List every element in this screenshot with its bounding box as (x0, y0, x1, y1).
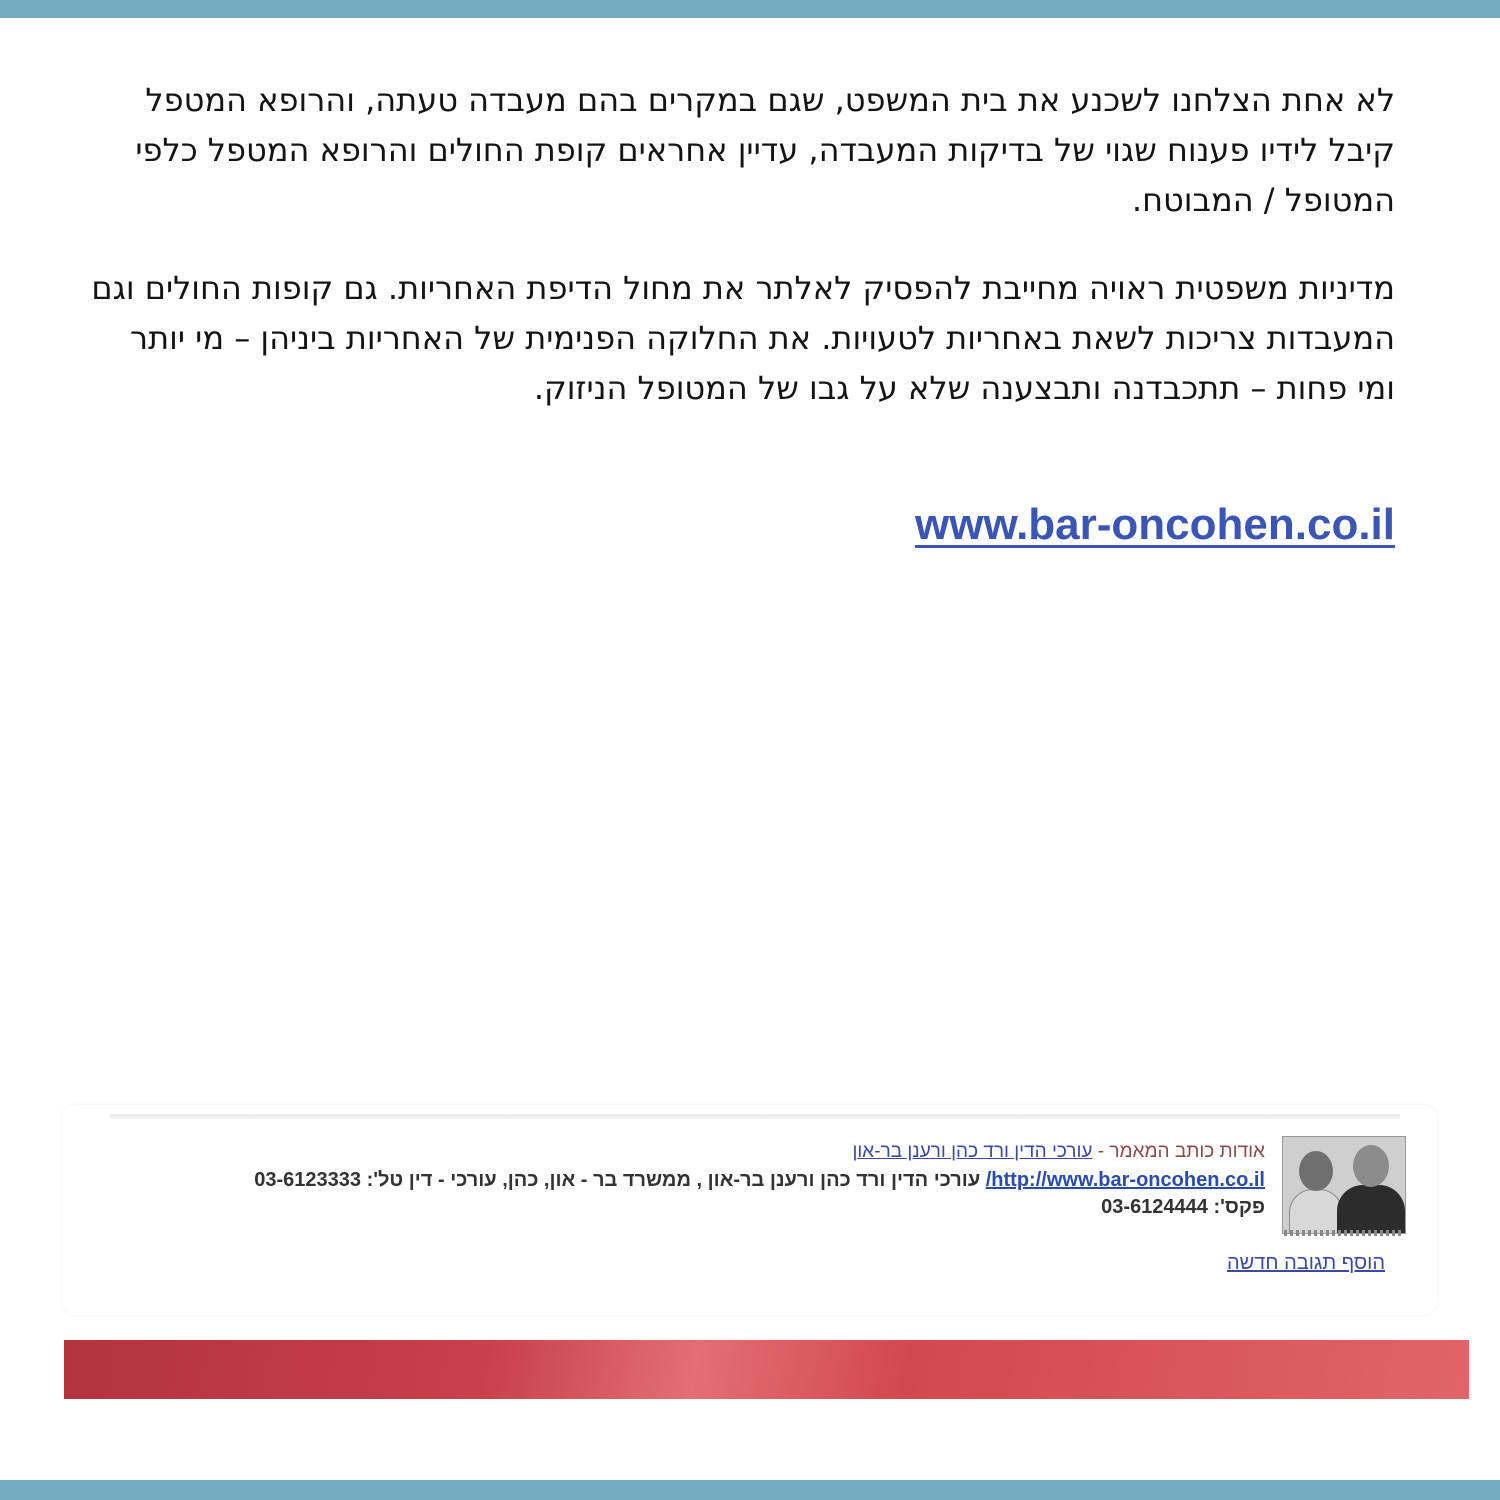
photo-man-figure (1337, 1185, 1405, 1233)
author-box-divider (110, 1114, 1400, 1119)
authors-photo (1282, 1136, 1406, 1234)
fax-number: 03-6124444 (1101, 1196, 1208, 1218)
author-about-line (852, 1140, 1265, 1164)
decorative-red-bar (64, 1340, 1469, 1399)
author-url-link[interactable]: http://www.bar-oncohen.co.il/ (985, 1169, 1265, 1191)
photo-caption-strip (1284, 1230, 1404, 1236)
article-paragraph-2: מדיניות משפטית ראויה מחייבת להפסיק לאלתר את מחול הדיפת האחריות. גם קופות החולים וגם המעבדות צריכות לשאת באחריות לטעויות. את החלוקה הפנימית של האחריות ביניהן – מי יותר ומי פחות – תתכבדנה ותבצענה שלא על גבו של המטופל הניזוק. (91, 269, 1395, 407)
website-link[interactable]: www.bar-oncohen.co.il (915, 500, 1395, 549)
firm-description: עורכי הדין ורד כהן ורענן בר-און , ממשרד בר - און, כהן, עורכי - דין טל': (361, 1169, 986, 1191)
bottom-frame-border (0, 1480, 1500, 1500)
photo-man-head (1353, 1145, 1389, 1187)
photo-woman-figure (1289, 1189, 1343, 1234)
authors-link[interactable]: עורכי הדין ורד כהן ורענן בר-און (852, 1141, 1093, 1162)
photo-woman-head (1299, 1151, 1333, 1191)
article-paragraph-1: לא אחת הצלחנו לשכנע את בית המשפט, שגם במקרים בהם מעבדה טעתה, והרופא המטפל קיבל לידיו פענוח שגוי של בדיקות המעבדה, עדיין אחראים קופת החולים והרופא המטפל כלפי המטופל / המבוטח. (135, 81, 1395, 219)
author-contact-line (254, 1167, 1265, 1193)
phone-number: 03-6123333 (254, 1169, 362, 1191)
top-frame-border (0, 0, 1500, 18)
author-fax-line (1101, 1194, 1265, 1220)
add-response-link[interactable]: הוסף תגובה חדשה (1227, 1252, 1385, 1274)
about-author-label: אודות כותב המאמר (1109, 1141, 1265, 1162)
about-separator: - (1092, 1141, 1110, 1162)
fax-label: פקס': (1207, 1196, 1265, 1218)
